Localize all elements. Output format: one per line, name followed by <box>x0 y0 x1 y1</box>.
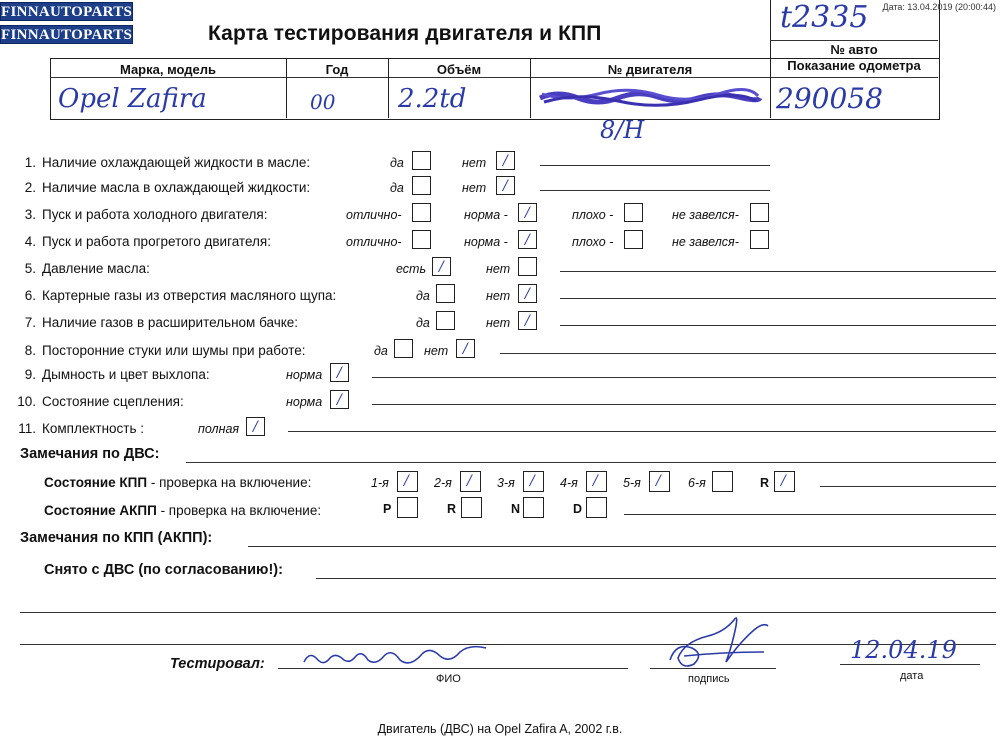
option-checkbox[interactable] <box>412 176 431 195</box>
option-label: норма - <box>464 235 508 249</box>
page-title: Карта тестирования двигателя и КПП <box>208 22 602 45</box>
answer-line <box>560 325 996 326</box>
option-label: нет <box>486 289 511 303</box>
checkbox-mark: / <box>781 473 786 489</box>
gear-label: 6-я <box>688 476 706 490</box>
option-checkbox[interactable] <box>518 284 537 303</box>
answer-line <box>372 377 996 378</box>
option-label: нет <box>424 344 449 358</box>
answer-line <box>540 190 770 191</box>
akpp-label: Состояние АКПП - проверка на включение: <box>44 503 322 518</box>
tester-name-handwriting <box>300 642 500 677</box>
check-text: Картерные газы из отверстия масляного щупа: <box>42 288 337 303</box>
check-number: 7. <box>24 315 36 330</box>
check-number: 11. <box>18 421 36 436</box>
checkbox-mark: / <box>503 178 508 194</box>
answer-line <box>540 165 770 166</box>
option-label: нет <box>486 316 511 330</box>
option-checkbox[interactable] <box>412 203 431 222</box>
engine-number-scribble <box>538 86 763 108</box>
car-number-label: № авто <box>830 42 878 57</box>
option-label: отлично- <box>346 208 402 222</box>
check-number: 3. <box>24 207 36 222</box>
gear-checkbox[interactable] <box>586 497 607 518</box>
gear-label: 5-я <box>623 476 641 490</box>
option-label: нет <box>462 181 487 195</box>
option-checkbox[interactable] <box>394 339 413 358</box>
check-question <box>14 234 271 249</box>
option-label: нет <box>486 262 511 276</box>
sign-label: подпись <box>688 673 730 685</box>
option-label: да <box>390 156 404 170</box>
check-text: Наличие охлаждающей жидкости в масле: <box>42 155 311 170</box>
check-text: Наличие масла в охлаждающей жидкости: <box>42 180 311 195</box>
gear-checkbox[interactable] <box>774 471 795 492</box>
option-checkbox[interactable] <box>412 151 431 170</box>
option-label: полная <box>198 422 240 436</box>
check-number: 9. <box>24 367 36 382</box>
option-label: да <box>374 344 388 358</box>
gear-label: 3-я <box>497 476 515 490</box>
gear-checkbox[interactable] <box>461 497 482 518</box>
checkbox-mark: / <box>337 392 342 408</box>
option-label: есть <box>396 262 427 276</box>
option-label: норма <box>286 368 323 382</box>
gear-label: 1-я <box>371 476 389 490</box>
option-checkbox[interactable] <box>246 417 265 436</box>
answer-line <box>560 271 996 272</box>
option-checkbox[interactable] <box>750 203 769 222</box>
option-checkbox[interactable] <box>496 151 515 170</box>
option-checkbox[interactable] <box>750 230 769 249</box>
removed-label: Снято с ДВС (по согласованию!): <box>44 562 283 578</box>
checkbox-mark: / <box>253 419 258 435</box>
check-question <box>14 367 210 382</box>
gear-label: 4-я <box>560 476 578 490</box>
answer-line <box>372 404 996 405</box>
check-question <box>14 421 144 436</box>
col-header-model: Марка, модель <box>119 62 217 77</box>
col-header-engine-no: № двигателя <box>607 62 693 77</box>
option-checkbox[interactable] <box>436 284 455 303</box>
gear-label: P <box>383 502 392 516</box>
answer-line <box>560 298 996 299</box>
option-label: да <box>390 181 404 195</box>
check-text: Комплектность : <box>42 421 145 436</box>
option-checkbox[interactable] <box>518 230 537 249</box>
remarks-kpp-label: Замечания по КПП (АКПП): <box>20 530 213 546</box>
check-text: Дымность и цвет выхлопа: <box>42 367 210 382</box>
watermark-logo: FINNAUTOPARTS <box>1 4 133 20</box>
option-label: нет <box>462 156 487 170</box>
option-label: не завелся- <box>672 208 739 222</box>
kpp-label: Состояние КПП - проверка на включение: <box>44 475 312 490</box>
gear-checkbox[interactable] <box>460 471 481 492</box>
check-question <box>14 343 306 358</box>
check-number: 10. <box>17 394 36 409</box>
col-header-year: Год <box>325 62 349 77</box>
option-checkbox[interactable] <box>518 257 537 276</box>
checkbox-mark: / <box>439 259 444 275</box>
option-label: да <box>416 316 430 330</box>
check-number: 8. <box>24 343 36 358</box>
check-text: Наличие газов в расширительном бачке: <box>42 315 299 330</box>
option-label: норма <box>286 395 323 409</box>
checkbox-mark: / <box>503 153 508 169</box>
checkbox-mark: / <box>467 473 472 489</box>
option-checkbox[interactable] <box>624 230 643 249</box>
check-question <box>14 155 310 170</box>
option-label: не завелся- <box>672 235 739 249</box>
date-label: дата <box>900 670 924 682</box>
option-checkbox[interactable] <box>412 230 431 249</box>
checkbox-mark: / <box>525 286 530 302</box>
gear-checkbox[interactable] <box>523 471 544 492</box>
gear-checkbox[interactable] <box>397 471 418 492</box>
check-text: Посторонние стуки или шумы при работе: <box>42 343 306 358</box>
check-text: Состояние сцепления: <box>42 394 184 409</box>
check-text: Пуск и работа холодного двигателя: <box>42 207 268 222</box>
value-volume: 2.2td <box>398 84 467 114</box>
gear-checkbox[interactable] <box>649 471 670 492</box>
value-odometer: 290058 <box>776 82 883 115</box>
caption: Двигатель (ДВС) на Opel Zafira A, 2002 г.в. <box>377 722 623 736</box>
option-checkbox[interactable] <box>456 339 475 358</box>
checkbox-mark: / <box>656 473 661 489</box>
gear-label: R <box>760 476 770 490</box>
remarks-ice-label: Замечания по ДВС: <box>20 446 160 462</box>
option-label: плохо - <box>572 235 614 249</box>
value-year: 00 <box>310 90 336 114</box>
answer-line <box>288 431 996 432</box>
check-text: Давление масла: <box>42 261 150 276</box>
gear-label: D <box>573 502 583 516</box>
check-question <box>14 315 298 330</box>
car-number-value: t2335 <box>780 0 869 35</box>
option-label: норма - <box>464 208 508 222</box>
gear-label: R <box>447 502 457 516</box>
option-checkbox[interactable] <box>432 257 451 276</box>
gear-label: N <box>511 502 521 516</box>
check-number: 5. <box>24 261 36 276</box>
gear-checkbox[interactable] <box>397 497 418 518</box>
checkbox-mark: / <box>593 473 598 489</box>
date-stamp: Дата: 13.04.2019 (20:00:44) <box>882 2 996 12</box>
checkbox-mark: / <box>337 365 342 381</box>
gear-checkbox[interactable] <box>712 471 733 492</box>
watermark-logo: FINNAUTOPARTS <box>1 27 133 43</box>
option-checkbox[interactable] <box>624 203 643 222</box>
check-number: 2. <box>24 180 36 195</box>
option-label: отлично- <box>346 235 402 249</box>
check-question <box>14 180 310 195</box>
fio-label: ФИО <box>436 673 461 685</box>
option-checkbox[interactable] <box>518 311 537 330</box>
check-text: Пуск и работа прогретого двигателя: <box>42 234 271 249</box>
check-question <box>14 207 268 222</box>
option-checkbox[interactable] <box>436 311 455 330</box>
option-checkbox[interactable] <box>330 390 349 409</box>
date-value: 12.04.19 <box>850 636 957 664</box>
col-header-odometer: Показание одометра <box>787 58 921 73</box>
option-checkbox[interactable] <box>518 203 537 222</box>
option-checkbox[interactable] <box>330 363 349 382</box>
engine-note: 8/H <box>600 116 645 144</box>
checkbox-mark: / <box>525 232 530 248</box>
answer-line <box>500 353 996 354</box>
gear-checkbox[interactable] <box>523 497 544 518</box>
signature <box>664 612 774 677</box>
check-question <box>14 288 336 303</box>
checkbox-mark: / <box>525 205 530 221</box>
option-label: плохо - <box>572 208 614 222</box>
checkbox-mark: / <box>463 341 468 357</box>
gear-label: 2-я <box>434 476 452 490</box>
check-question <box>14 261 150 276</box>
value-model: Opel Zafira <box>58 84 207 114</box>
col-header-volume: Объём <box>436 62 482 77</box>
checkbox-mark: / <box>525 313 530 329</box>
check-number: 4. <box>24 234 36 249</box>
tested-label: Тестировал: <box>170 656 265 672</box>
option-label: да <box>416 289 430 303</box>
checkbox-mark: / <box>404 473 409 489</box>
check-number: 6. <box>24 288 36 303</box>
checkbox-mark: / <box>530 473 535 489</box>
check-number: 1. <box>24 155 36 170</box>
gear-checkbox[interactable] <box>586 471 607 492</box>
check-question <box>14 394 184 409</box>
option-checkbox[interactable] <box>496 176 515 195</box>
